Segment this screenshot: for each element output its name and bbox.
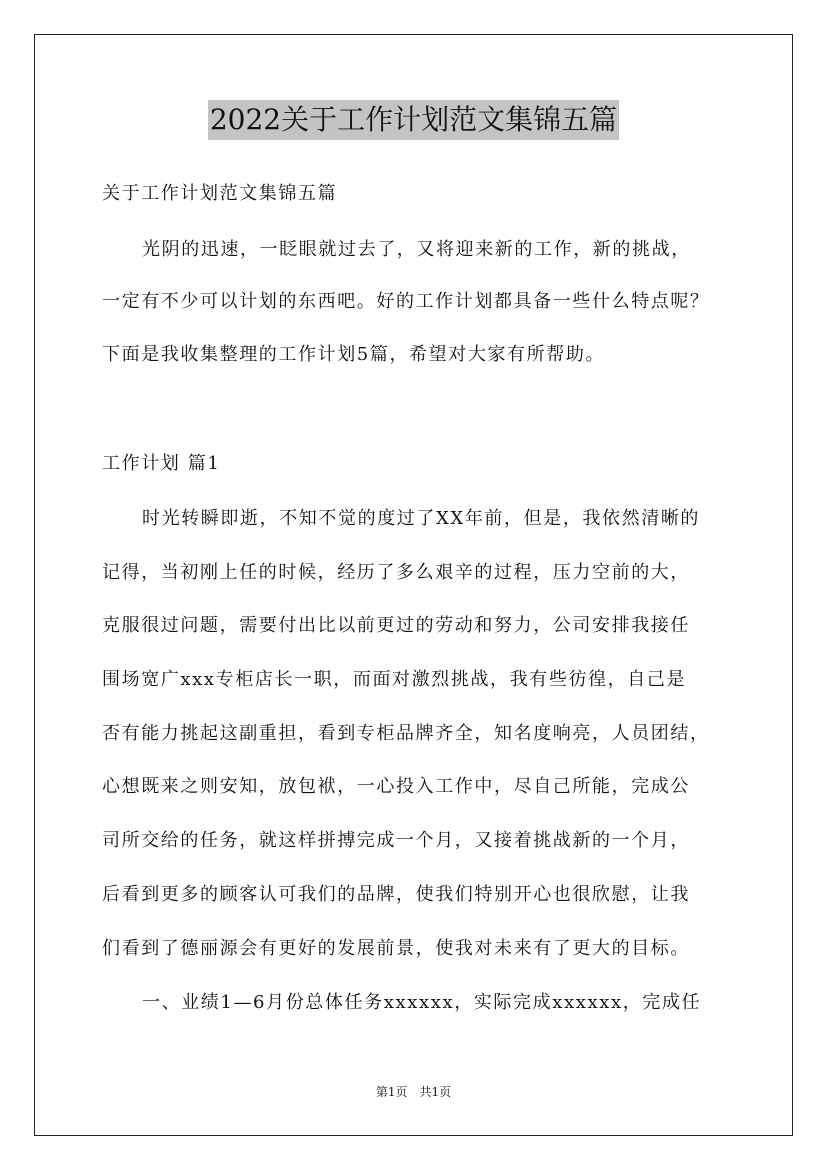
body-line-1: 时光转瞬即逝，不知不觉的度过了XX年前，但是，我依然清晰的 [142,508,701,529]
section-heading: 工作计划 篇1 [102,453,221,474]
body-line-10: 一、业绩1—6月份总体任务xxxxxx，实际完成xxxxxx，完成任 [142,992,702,1013]
intro-line-2: 一定有不少可以计划的东西吧。好的工作计划都具备一些什么特点呢？ [102,291,710,312]
body-line-7: 司所交给的任务，就这样拼搏完成一个月，又接着挑战新的一个月， [102,830,690,851]
page-footer: 第1页 共1页 [375,1085,452,1099]
body-line-2: 记得，当初刚上任的时候，经历了多么艰辛的过程，压力空前的大， [102,562,690,583]
title-wrap [0,100,827,140]
intro-line-1: 光阴的迅速，一眨眼就过去了，又将迎来新的工作，新的挑战， [142,239,691,260]
document-subtitle: 关于工作计划范文集锦五篇 [102,183,338,204]
body-line-5: 否有能力挑起这副重担，看到专柜品牌齐全，知名度响亮，人员团结， [102,723,710,744]
document-title: 2022关于工作计划范文集锦五篇 [208,100,619,140]
body-line-8: 后看到更多的顾客认可我们的品牌，使我们特别开心也很欣慰，让我 [102,884,690,905]
body-line-9: 们看到了德丽源会有更好的发展前景，使我对未来有了更大的目标。 [102,938,690,959]
body-line-3: 克服很过问题，需要付出比以前更过的劳动和努力，公司安排我接任 [102,615,690,636]
body-line-6: 心想既来之则安知，放包袱，一心投入工作中，尽自己所能，完成公 [102,776,690,797]
intro-line-3: 下面是我收集整理的工作计划5篇，希望对大家有所帮助。 [102,344,606,365]
body-line-4: 围场宽广xxx专柜店长一职，而面对激烈挑战，我有些彷徨，自己是 [102,669,687,690]
